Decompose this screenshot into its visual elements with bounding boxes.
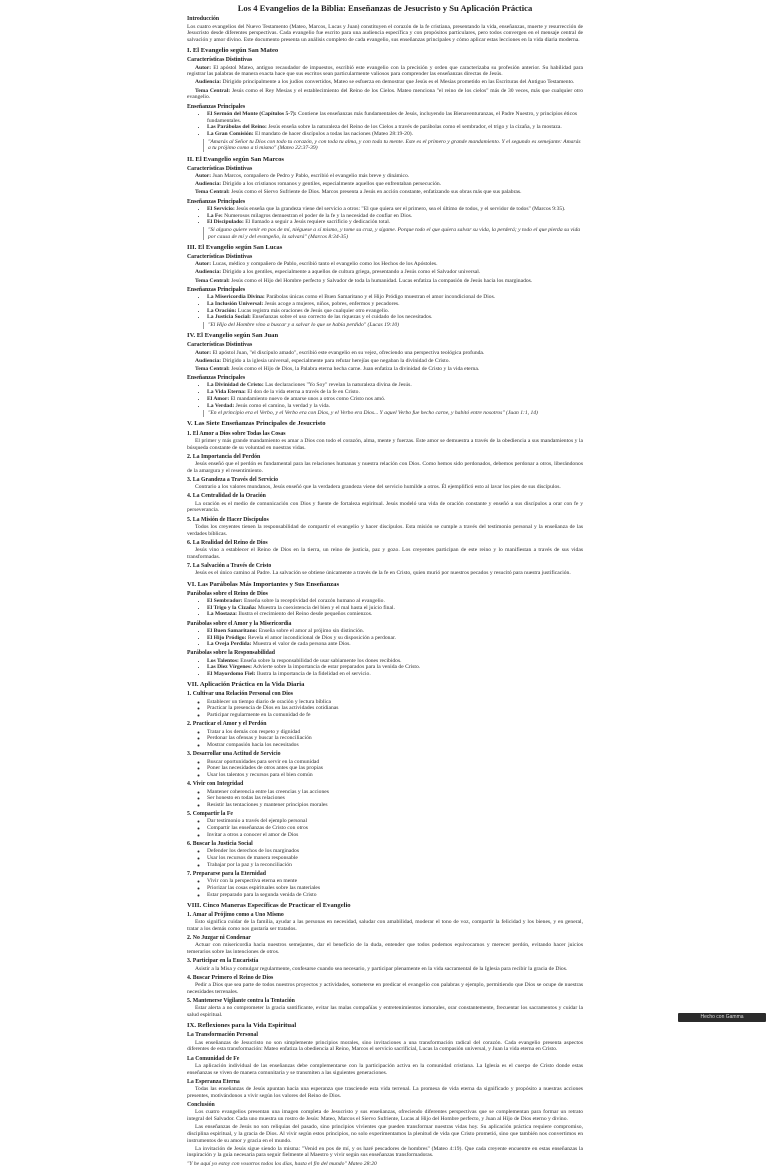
teaching-heading: 3. La Grandeza a Través del Servicio [187, 476, 279, 483]
conclusion-paragraph: Las enseñanzas de Jesús no son reliquias del pasado, sino principios vivientes que pueden transformar nuestras vidas hoy. Su aplicación práctica requiere compromiso, disciplina espiritual, y la gracia de Dios. Al vivir según estos principios, no solo experimentamos la plenitud de vida que Cristo prometió, sino que también nos convertimos en instrumentos de su amor y gracia en el mundo. [187, 1124, 583, 1144]
document-title: Los 4 Evangelios de la Biblia: Enseñanzas de Jesucristo y Su Aplicación Práctica [237, 3, 533, 13]
parable-item-label: El Hijo Pródigo: [207, 634, 247, 641]
characteristics-heading: Características Distintivas [187, 57, 253, 64]
teaching-item-text: Lucas registra más oraciones de Jesús que cualquier otro evangelio. [237, 307, 390, 314]
teaching-item-label: La Justicia Social: [207, 314, 251, 321]
teaching-text: Jesús enseñó que el perdón es fundamental para las relaciones humanas y nuestra relación con Dios. Como hemos sido perdonados, debemos perdonar a otros, liberándonos de la amargura y el resentimiento. [187, 461, 583, 474]
parable-item-text: Ilustra la importancia de la fidelidad en el servicio. [256, 671, 371, 678]
teaching-item-label: La Misericordia Divina: [207, 294, 265, 301]
teaching-text: Todos los creyentes tienen la responsabilidad de compartir el evangelio y hacer discípulos. Esta misión se cumple a través del testimonio personal y la enseñanza de las verdades bíblicas. [187, 523, 583, 537]
practice-point: ◦ Buscar oportunidades para servir en la comunidad [207, 759, 583, 766]
parable-item-text: Enseña sobre el amor al prójimo sin distinción. [258, 627, 365, 634]
teaching-item-label: La Gran Comisión: [207, 130, 254, 137]
teaching-item-label: El Discipulado: [207, 219, 244, 226]
characteristic-label: Audiencia: [195, 79, 222, 86]
teaching-item-text: Parábolas únicas como el Buen Samaritano y el Hijo Pródigo muestran el amor incondicional de Dios. [266, 294, 496, 301]
practice-point: ◦ Practicar la presencia de Dios en las actividades cotidianas [207, 705, 583, 712]
way-heading: 3. Participar en la Eucaristía [187, 958, 259, 965]
gospel-quote: "En el principio era el Verbo, y el Verbo era con Dios, y el Verbo era Dios... Y aquel Verbo fue hecho carne, y habitó entre nosotros" (Juan 1:1, 14) [203, 410, 583, 417]
practice-point: ◦ Invitar a otros a conocer el amor de Dios [207, 832, 583, 839]
parable-item-label: El Buen Samaritano: [207, 627, 258, 634]
practice-heading: 6. Buscar la Justicia Social [187, 841, 253, 848]
teaching-item [207, 389, 583, 396]
practice-heading: 1. Cultivar una Relación Personal con Dios [187, 691, 294, 698]
teachings-heading: Enseñanzas Principales [187, 375, 246, 382]
reflection-heading: La Esperanza Eterna [187, 1078, 240, 1085]
teaching-item-label: La Oración: [207, 307, 237, 314]
parable-item-label: La Mostaza: [207, 611, 237, 618]
teaching-text: La oración es el medio de comunicación con Dios y fuente de fortaleza espiritual. Jesús modeló una vida de oración constante y enseñó a sus discípulos a orar con fe y perseverancia. [187, 500, 583, 514]
teachings-heading: Enseñanzas Principales [187, 198, 246, 205]
characteristics-heading: Características Distintivas [187, 165, 253, 172]
closing-quote: "Y he aquí yo estoy con vosotros todos los días, hasta el fin del mundo" Mateo 28:20 [187, 1160, 377, 1167]
parable-item [207, 635, 583, 642]
practice-point: ◦ Establecer un tiempo diario de oración y lectura bíblica [207, 699, 583, 706]
way-text: Estar alerta a no comprometer la gracia santificante, evitar las malas compañías y entretenimientos inmorales, orar constantemente, frecuentar los sacramentos y cuidar la salud espiritual. [187, 1005, 583, 1019]
characteristic-label: Autor: [195, 349, 212, 356]
teaching-item-text: El mandato de hacer discípulos a todas las naciones (Mateo 28:19-20). [255, 130, 414, 137]
document [187, 4, 583, 1169]
practice-heading: 3. Desarrollar una Actitud de Servicio [187, 751, 281, 758]
reflection-heading: La Transformación Personal [187, 1032, 258, 1039]
practice-list [187, 699, 583, 719]
teaching-item [207, 301, 583, 308]
characteristic [187, 269, 583, 276]
teaching-item-label: El Servicio: [207, 205, 235, 212]
teaching-item-label: La Verdad: [207, 402, 235, 409]
practice-list [187, 848, 583, 868]
teaching-item [207, 219, 583, 226]
teaching-heading: 1. El Amor a Dios sobre Todas las Cosas [187, 430, 286, 437]
characteristic-text: Lucas, médico y compañero de Pablo, escribió tanto el evangelio como los Hechos de los Apóstoles. [212, 261, 438, 268]
section-heading: IX. Reflexiones para la Vida Espiritual [187, 1022, 297, 1030]
section-heading: VII. Aplicación Práctica en la Vida Diaria [187, 681, 305, 689]
characteristic-label: Autor: [195, 64, 212, 71]
characteristic [187, 350, 583, 357]
teaching-item [207, 206, 583, 213]
gospel-heading: II. El Evangelio según San Marcos [187, 155, 284, 163]
teaching-text: Jesús es el único camino al Padre. La salvación se obtiene únicamente a través de la fe en Cristo, quien murió por nuestros pecados y resucitó para nuestra justificación. [195, 570, 571, 577]
characteristic [187, 173, 583, 180]
teaching-item-text: Enseñanzas sobre el uso correcto de las riquezas y el cuidado de los necesitados. [252, 314, 433, 321]
characteristic [187, 278, 583, 285]
characteristic-label: Tema Central: [195, 189, 230, 196]
gospel-quote: "Si alguno quiere venir en pos de mí, niéguese a sí mismo, y tome su cruz, y sígame. Porque todo el que quiera salvar su vida, la perderá; y todo el que pierda su vida por causa de mí y del evangelio, la salvará" (Marcos 8:34-35) [203, 227, 583, 240]
practice-point: ◦ Mantener coherencia entre las creencias y las acciones [207, 789, 583, 796]
teaching-item-text: Jesús como el camino, la verdad y la vida. [235, 402, 331, 409]
practice-point: ◦ Participar regularmente en la comunidad de fe [207, 712, 583, 719]
characteristic [187, 65, 583, 78]
practice-point: ◦ Compartir las enseñanzas de Cristo con otros [207, 825, 583, 832]
conclusion-paragraph: Los cuatro evangelios presentan una imagen completa de Jesucristo y sus enseñanzas, ofreciendo diferentes perspectivas que se complementan para formar un retrato integral del Salvador. Cada uno muestra un rostro de Jesús: Mateo, Marcos el Siervo Sufriente, Lucas al Hijo del Hombre perfecto, y Juan al Hijo de Dios eterno y divino. [187, 1109, 583, 1122]
practice-list [187, 759, 583, 779]
teaching-text: Jesús vino a establecer el Reino de Dios en la tierra, un reino de justicia, paz y gozo. Los creyentes participan de este reino y lo manifiestan a través de sus vidas transformadas. [187, 547, 583, 560]
characteristic-text: Juan Marcos, compañero de Pedro y Pablo, escribió el evangelio más breve y dinámico. [212, 172, 410, 179]
way-heading: 5. Mantenerse Vigilante contra la Tentación [187, 998, 295, 1005]
characteristic [187, 88, 583, 101]
teaching-item [207, 124, 583, 131]
teachings-list [187, 294, 583, 321]
characteristic [187, 366, 583, 373]
teachings-list [187, 111, 583, 138]
characteristic-text: El apóstol Mateo, antiguo recaudador de impuestos, escribió este evangelio con la precisión y orden que caracterizaba su profesión anterior. Su habilidad para registrar las palabras de manera exacta hace que sus escritos sean particularmente valiosos para comprender las enseñanzas directas de Jesús. [187, 64, 583, 78]
characteristic-label: Autor: [195, 172, 212, 179]
practice-point: ◦ Vivir con la perspectiva eterna en mente [207, 878, 583, 885]
teachings-heading: Enseñanzas Principales [187, 286, 246, 293]
gospel-heading: IV. El Evangelio según San Juan [187, 332, 279, 340]
teaching-item [207, 294, 583, 301]
practice-heading: 5. Compartir la Fe [187, 811, 233, 818]
practice-point: ◦ Usar los talentos y recursos para el bien común [207, 772, 583, 779]
characteristic-text: Jesús como el Hijo del Hombre perfecto y Salvador de toda la humanidad. Lucas enfatiza la compasión de Jesús hacia los marginados. [231, 277, 533, 284]
gospel-quote: "El Hijo del Hombre vino a buscar y a salvar lo que se había perdido" (Lucas 19:10) [203, 322, 583, 329]
characteristic-label: Tema Central: [195, 365, 230, 372]
characteristic-text: Jesús como el Hijo de Dios, la Palabra eterna hecha carne. Juan enfatiza la divinidad de Cristo y la vida eterna. [231, 365, 480, 372]
teaching-item-text: El don de la vida eterna a través de la fe en Cristo. [247, 389, 360, 396]
teaching-heading: 7. La Salvación a Través de Cristo [187, 563, 272, 570]
teaching-item-text: El llamado a seguir a Jesús requiere sacrificio y dedicación total. [245, 219, 391, 226]
practice-point: ◦ Trabajar por la paz y la reconciliación [207, 862, 583, 869]
teaching-item-text: Jesús acoge a mujeres, niños, pobres, enfermos y pecadores. [264, 300, 400, 307]
parable-item-text: Revela el amor incondicional de Dios y su disposición a perdonar. [247, 634, 396, 641]
parable-item [207, 628, 583, 635]
teaching-heading: 5. La Misión de Hacer Discípulos [187, 516, 269, 523]
teaching-item-text: Contiene las enseñanzas más fundamentales de Jesús, incluyendo las Bienaventuranzas, el Padre Nuestro, y principios éticos fundamentales. [207, 110, 578, 124]
characteristic-label: Audiencia: [195, 357, 222, 364]
characteristic-label: Autor: [195, 261, 212, 268]
parable-item-text: Ilustra el crecimiento del Reino desde pequeños comienzos. [238, 611, 373, 618]
practice-list [187, 818, 583, 838]
parable-group-heading: Parábolas sobre la Responsabilidad [187, 650, 275, 657]
teaching-item [207, 396, 583, 403]
characteristic [187, 79, 583, 86]
practice-point: ◦ Usar los recursos de manera responsable [207, 855, 583, 862]
teaching-item [207, 314, 583, 321]
characteristic-label: Tema Central: [195, 277, 230, 284]
gospel-heading: I. El Evangelio según San Mateo [187, 47, 279, 55]
parable-item-label: El Trigo y la Cizaña: [207, 604, 257, 611]
parable-item [207, 598, 583, 605]
section-heading: VI. Las Parábolas Más Importantes y Sus Enseñanzas [187, 580, 340, 588]
section-heading: VIII. Cinco Maneras Específicas de Practicar el Evangelio [187, 901, 351, 909]
intro-heading: Introducción [187, 16, 220, 23]
characteristics-heading: Características Distintivas [187, 342, 253, 349]
teachings-list [187, 382, 583, 409]
parable-item-text: Muestra el valor de cada persona ante Dios. [252, 641, 351, 648]
characteristic-text: Dirigido a los cristianos romanos y gentiles, especialmente aquellos que enfrentaban persecución. [222, 181, 442, 188]
practice-point: ◦ Dar testimonio a través del ejemplo personal [207, 818, 583, 825]
parable-item [207, 605, 583, 612]
teaching-item [207, 403, 583, 410]
parable-list [187, 658, 583, 678]
way-text: Esto significa cuidar de la familia, ayudar a las personas en necesidad, saludar con amabilidad, moderar el tono de voz, compartir la felicidad y los bienes, y en general, tratar a los demás como nos gustaría ser tratados. [187, 919, 583, 932]
teaching-text: El primer y más grande mandamiento es amar a Dios con todo el corazón, alma, mente y fuerzas. Este amor se demuestra a través de la obediencia a sus mandamientos y la búsqueda constante de su voluntad en nuestras vidas. [187, 437, 583, 451]
characteristic-label: Audiencia: [195, 269, 222, 276]
parable-item-text: Enseña sobre la receptividad del corazón humano al evangelio. [244, 597, 385, 604]
characteristic-text: Jesús como el Rey Mesías y el establecimiento del Reino de los Cielos. Mateo menciona "el reino de los cielos" más de 30 veces, más que cualquier otro evangelio. [187, 87, 583, 101]
reflection-text: La aplicación individual de las enseñanzas debe complementarse con la participación activa en la comunidad cristiana. La Iglesia es el cuerpo de Cristo donde estas enseñanzas se viven de manera comunitaria y se transmiten a las siguientes generaciones. [187, 1062, 583, 1076]
reflection-heading: La Comunidad de Fe [187, 1055, 240, 1062]
teachings-heading: Enseñanzas Principales [187, 103, 246, 110]
teaching-item-text: Numerosos milagros demuestran el poder de la fe y la necesidad de confiar en Dios. [224, 212, 413, 219]
teaching-item-label: El Sermón del Monte (Capítulos 5-7): [207, 110, 297, 117]
parable-item-text: Enseña sobre la responsabilidad de usar sabiamente los dones recibidos. [240, 657, 402, 664]
parable-list [187, 598, 583, 618]
reflection-text: Todas las enseñanzas de Jesús apuntan hacia una esperanza que trasciende esta vida terrenal. La promesa de vida eterna da significado y propósito a nuestras acciones presentes, motivándonos a vivir según los valores del Reino de Dios. [187, 1086, 583, 1099]
parable-item [207, 671, 583, 678]
section-heading: V. Las Siete Enseñanzas Principales de Jesucristo [187, 420, 326, 428]
characteristic-text: Jesús como el Siervo Sufriente de Dios. Marcos presenta a Jesús en acción constante, enfatizando sus obras más que sus palabras. [231, 189, 522, 196]
parable-item [207, 641, 583, 648]
practice-point: ◦ Defender los derechos de los marginados [207, 848, 583, 855]
reflection-text: Las enseñanzas de Jesucristo no son simplemente principios morales, sino invitaciones a una transformación radical del corazón. Cada evangelio presenta aspectos diferentes de esta transformación: Mateo enfatiza la obediencia al Reino, Marcos el servicio sacrificial, Lucas la compasión universal, y Juan la vida eterna en Cristo. [187, 1039, 583, 1053]
characteristic-text: Dirigido principalmente a los judíos convertidos, Mateo se esfuerza en demostrar que Jesús es el Mesías prometido en las Escrituras del Antiguo Testamento. [222, 79, 575, 86]
teaching-item [207, 131, 583, 138]
teaching-item-text: Jesús enseña que la grandeza viene del servicio a otros: "El que quiera ser el primero, sea el último de todos, y el servidor de todos" (Marcos 9:35). [236, 205, 566, 212]
way-text: Actuar con misericordia hacia nuestros semejantes, dar el beneficio de la duda, entender que todos podemos equivocarnos y merecer perdón, evitando hacer juicios temerarios sobre las intenciones de otros. [187, 942, 583, 956]
teaching-text: Contrario a los valores mundanos, Jesús enseñó que la verdadera grandeza viene del servicio humilde a otros. Él ejemplificó esto al lavar los pies de sus discípulos. [195, 484, 561, 491]
way-text: Asistir a la Misa y comulgar regularmente, confesarse cuando sea necesario, y participar plenamente en la vida sacramental de la Iglesia para recibir la gracia de Dios. [195, 965, 568, 972]
parable-item-label: La Oveja Perdida: [207, 641, 252, 648]
practice-point: ◦ Mostrar compasión hacia los necesitados [207, 742, 583, 749]
characteristic [187, 358, 583, 365]
way-heading: 4. Buscar Primero el Reino de Dios [187, 974, 274, 981]
characteristic-text: El apóstol Juan, "el discípulo amado", escribió este evangelio en su vejez, ofreciendo una perspectiva teológica profunda. [212, 349, 485, 356]
practice-heading: 4. Vivir con Integridad [187, 781, 244, 788]
gospel-quote: "Amarás al Señor tu Dios con todo tu corazón, y con toda tu alma, y con toda tu mente. Este es el primero y grande mandamiento. Y el segundo es semejante: Amarás a tu prójimo como a ti mismo" (Mateo 22:37-39) [203, 139, 583, 152]
practice-heading: 7. Prepararse para la Eternidad [187, 870, 266, 877]
characteristic-label: Audiencia: [195, 181, 222, 188]
teaching-item-text: Las declaraciones "Yo Soy" revelan la naturaleza divina de Jesús. [265, 382, 412, 389]
characteristic [187, 181, 583, 188]
parable-item [207, 658, 583, 665]
parable-group-heading: Parábolas sobre el Amor y la Misericordia [187, 620, 292, 627]
parable-item [207, 611, 583, 618]
parable-item-label: El Sembrador: [207, 597, 243, 604]
teaching-item-label: La Fe: [207, 212, 223, 219]
parable-item-text: Advierte sobre la importancia de estar preparados para la venida de Cristo. [253, 664, 421, 671]
parable-item-text: Muestra la coexistencia del bien y el mal hasta el juicio final. [257, 604, 395, 611]
intro-text: Los cuatro evangelios del Nuevo Testamento (Mateo, Marcos, Lucas y Juan) constituyen el corazón de la fe cristiana, presentando la vida, enseñanzas, muerte y resurrección de Jesucristo desde diferentes perspectivas. Cada evangelio fue escrito para una audiencia específica y con propósitos particulares, pero todos convergen en el mensaje central de salvación y amor divino. Este documento presenta un análisis completo de cada evangelio, sus enseñanzas principales y cómo aplicar estas lecciones en la vida diaria moderna. [187, 23, 583, 43]
practice-point: ◦ Estar preparado para la segunda venida de Cristo [207, 892, 583, 899]
parable-item-label: Los Talentos: [207, 657, 239, 664]
parable-item-label: El Mayordomo Fiel: [207, 671, 256, 678]
characteristic-label: Tema Central: [195, 87, 231, 94]
practice-list [187, 878, 583, 898]
teachings-list [187, 206, 583, 226]
way-heading: 2. No Juzgar ni Condenar [187, 935, 251, 942]
conclusion-paragraph: La invitación de Jesús sigue siendo la misma: "Venid en pos de mí, y os haré pescadores de hombres" (Mateo 4:19). Que cada creyente encuentre en estas enseñanzas la inspiración y la guía necesaria para seguir fielmente al Maestro y vivir según sus enseñanzas transformadoras. [187, 1145, 583, 1159]
characteristic-text: Dirigido a los gentiles, especialmente a aquellos de cultura griega, presentando a Jesús como el Salvador universal. [222, 269, 481, 276]
teaching-heading: 2. La Importancia del Perdón [187, 453, 261, 460]
parable-item-label: Las Diez Vírgenes: [207, 664, 252, 671]
practice-heading: 2. Practicar el Amor y el Perdón [187, 721, 267, 728]
characteristic [187, 261, 583, 268]
teaching-item-label: Las Parábolas del Reino: [207, 124, 267, 131]
teaching-item-text: Jesús enseña sobre la naturaleza del Reino de los Cielos a través de parábolas como el sembrador, el trigo y la cizaña, y la mostaza. [268, 124, 562, 131]
teaching-item-label: La Vida Eterna: [207, 389, 246, 396]
teaching-heading: 4. La Centralidad de la Oración [187, 493, 266, 500]
practice-point: ◦ Priorizar las cosas espirituales sobre las materiales [207, 885, 583, 892]
practice-point: ◦ Perdonar las ofensas y buscar la reconciliación [207, 735, 583, 742]
practice-point: ◦ Tratar a los demás con respeto y dignidad [207, 729, 583, 736]
practice-point: ◦ Resistir las tentaciones y mantener principios morales [207, 802, 583, 809]
way-heading: 1. Amar al Prójimo como a Uno Mismo [187, 911, 284, 918]
gospel-heading: III. El Evangelio según San Lucas [187, 243, 283, 251]
teaching-item-label: La Divinidad de Cristo: [207, 382, 264, 389]
characteristic [187, 189, 583, 196]
way-text: Pedir a Dios que sea parte de todos nuestros proyectos y actividades, someterse en predicar el evangelio con palabras y ejemplo, permitiendo que Dios se ocupe de nuestras necesidades terrenales. [187, 982, 583, 995]
teaching-item [207, 111, 583, 124]
characteristics-heading: Características Distintivas [187, 253, 253, 260]
practice-list [187, 729, 583, 749]
parable-group-heading: Parábolas sobre el Reino de Dios [187, 590, 268, 597]
characteristic-text: Dirigido a la iglesia universal, especialmente para refutar herejías que negaban la divinidad de Cristo. [222, 357, 450, 364]
teaching-item-label: El Amor: [207, 395, 230, 402]
practice-point: ◦ Ser honesto en todas las relaciones [207, 795, 583, 802]
practice-point: ◦ Poner las necesidades de otros antes que las propias [207, 765, 583, 772]
teaching-heading: 6. La Realidad del Reino de Dios [187, 539, 268, 546]
teaching-item-text: El mandamiento nuevo de amarse unos a otros como Cristo nos amó. [230, 395, 386, 402]
teaching-item [207, 308, 583, 315]
footer-badge[interactable]: Hecho con Gamma [678, 1013, 766, 1022]
practice-list [187, 789, 583, 809]
teaching-item-label: La Inclusión Universal: [207, 300, 264, 307]
conclusion-heading: Conclusión [187, 1101, 215, 1108]
parable-list [187, 628, 583, 648]
